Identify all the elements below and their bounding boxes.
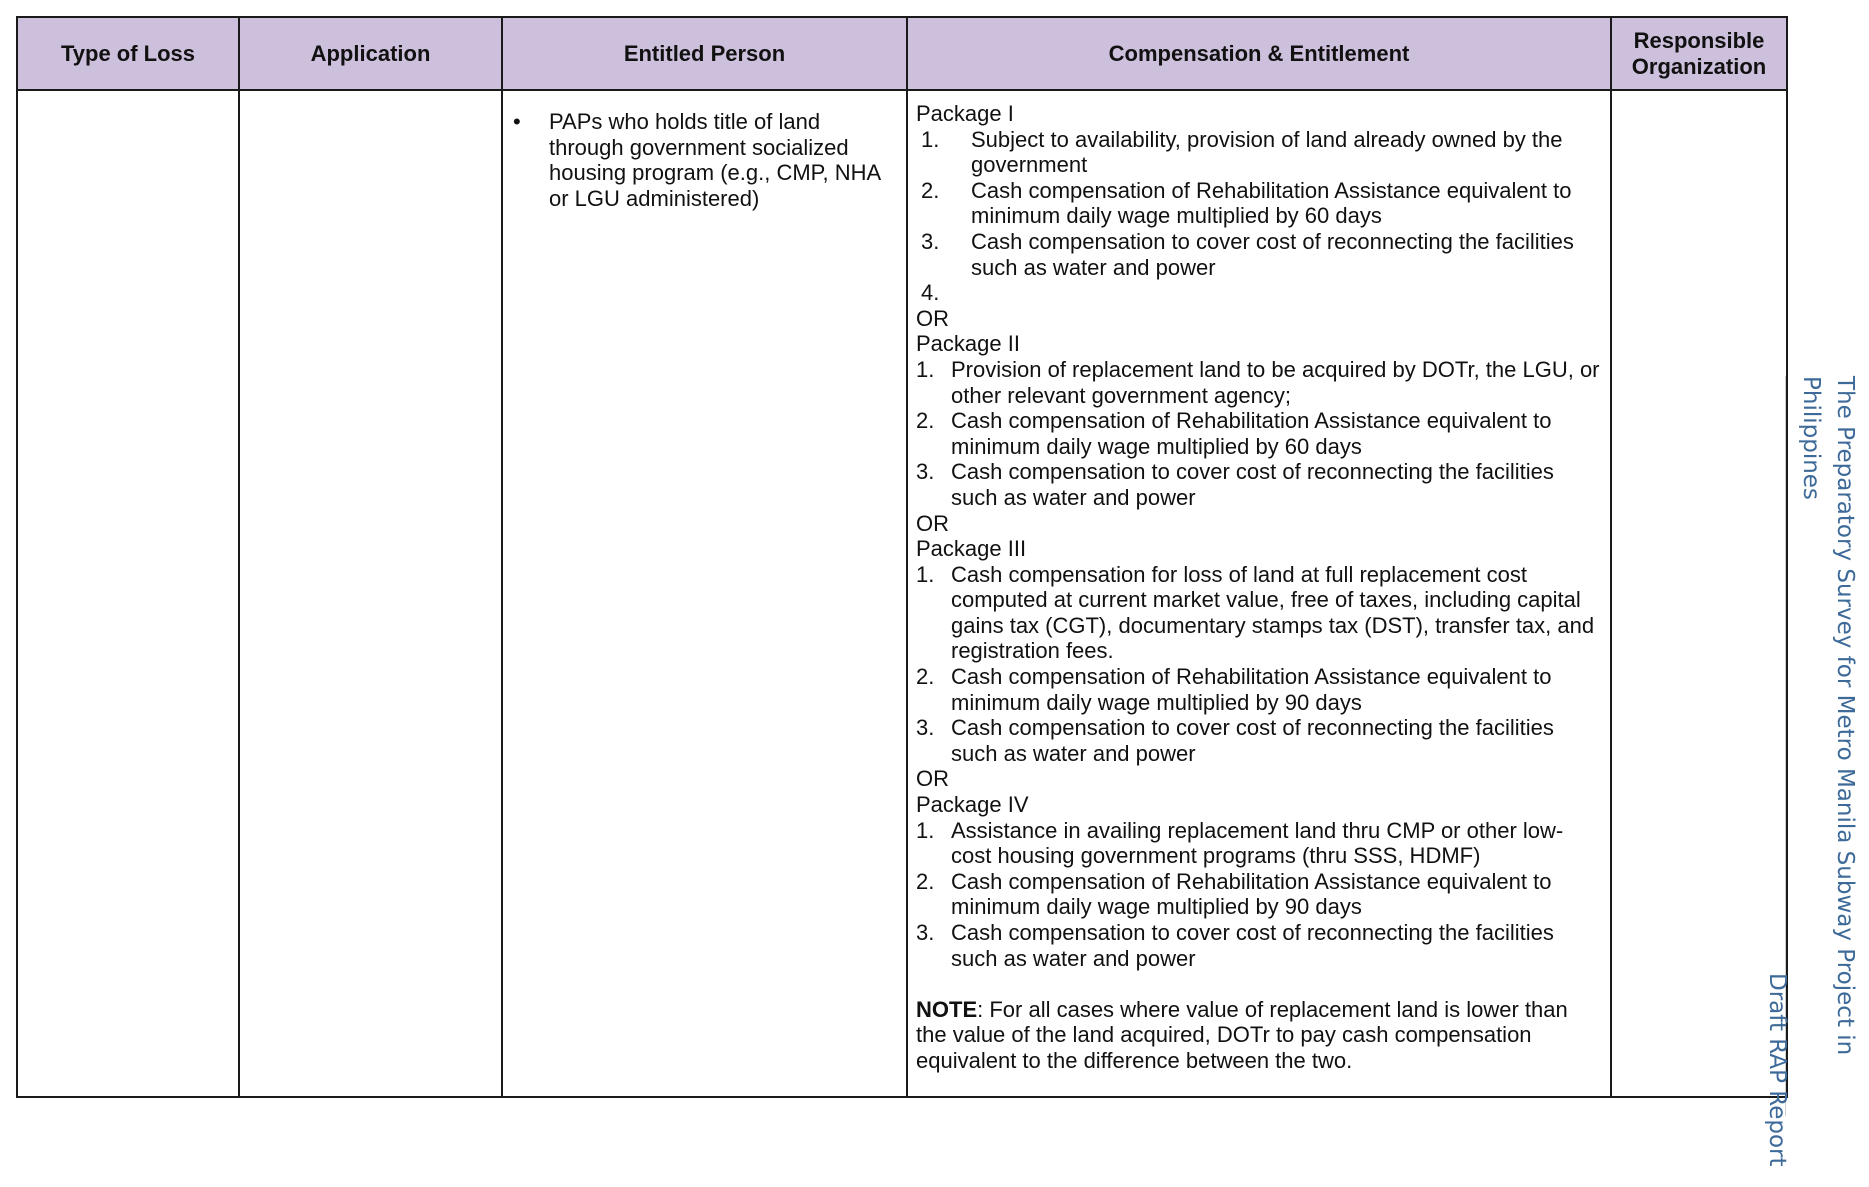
package-item: [916, 818, 1602, 869]
item-text: Cash compensation to cover cost of reconnecting the facilities such as water and power: [951, 459, 1554, 510]
item-number: 2.: [916, 868, 935, 894]
package-item: [916, 920, 1602, 971]
or-separator: OR: [916, 766, 949, 792]
cell-compensation: [907, 90, 1611, 1097]
item-number: 3.: [916, 459, 935, 485]
item-text: Cash compensation of Rehabilitation Assistance equivalent to minimum daily wage multiplied by 60 days: [951, 408, 1552, 459]
item-text: Cash compensation to cover cost of reconnecting the facilities such as water and power: [951, 920, 1554, 971]
package-item: [916, 408, 1602, 459]
item-number: 2.: [916, 408, 935, 434]
item-number: 1.: [916, 561, 935, 587]
bullet-icon: •: [513, 109, 521, 134]
item-number: 1.: [916, 356, 935, 382]
table-row: [17, 90, 1787, 1097]
cell-type-of-loss: [17, 90, 239, 1097]
package-item: [916, 127, 1602, 178]
item-number: 4.: [921, 280, 940, 306]
item-number: 3.: [916, 920, 935, 945]
package-item: [916, 178, 1602, 229]
item-text: Assistance in availing replacement land thru CMP or other low-cost housing government programs (thru SSS, HDMF): [951, 817, 1564, 869]
package-item: [916, 229, 1602, 280]
item-number: 2.: [921, 177, 940, 203]
header-entitled-person: Entitled Person: [502, 17, 907, 90]
note-paragraph: [916, 997, 1602, 1074]
package-item: [916, 869, 1602, 920]
package-item: [916, 715, 1602, 766]
or-separator: OR: [916, 305, 949, 331]
header-compensation-entitlement: Compensation & Entitlement: [907, 17, 1611, 90]
header-application: Application: [239, 17, 502, 90]
item-number: 1.: [916, 817, 935, 843]
item-text: Cash compensation of Rehabilitation Assistance equivalent to minimum daily wage multiplied by 90 days: [951, 868, 1552, 920]
item-number: 3.: [921, 228, 940, 254]
item-text: Cash compensation of Rehabilitation Assistance equivalent to minimum daily wage multiplied by 60 days: [971, 177, 1572, 229]
item-text: [971, 280, 1602, 306]
package-title: Package I: [916, 101, 1014, 126]
item-number: 2.: [916, 664, 935, 690]
note-text: : For all cases where value of replacement land is lower than the value of the land acquired, DOTr to pay cash compensation equivalent to the difference between the two.: [916, 996, 1568, 1073]
item-text: Cash compensation to cover cost of reconnecting the facilities such as water and power: [951, 715, 1554, 766]
cell-entitled-person: [502, 90, 907, 1097]
document-footer: [1764, 376, 1862, 1166]
item-text: Cash compensation of Rehabilitation Assistance equivalent to minimum daily wage multiplied by 90 days: [951, 664, 1552, 715]
item-number: 1.: [921, 126, 940, 152]
cell-application: [239, 90, 502, 1097]
package-title: Package IV: [916, 792, 1029, 818]
package-title: Package II: [916, 331, 1020, 357]
footer-line-1: The Preparatory Survey for Metro Manila Subway Project in Philippines: [1798, 376, 1858, 1056]
package-item: [916, 280, 1602, 306]
entitled-person-bullet-item: [503, 91, 906, 211]
header-responsible-organization: Responsible Organization: [1611, 17, 1787, 90]
package-item: [916, 664, 1602, 715]
package-item: [916, 459, 1602, 510]
table-header-row: [17, 17, 1787, 90]
item-text: Cash compensation for loss of land at full replacement cost computed at current market value, free of taxes, including capital gains tax (CGT), documentary stamps tax (DST), transfer tax, and registration fees.: [951, 561, 1595, 664]
package-item: [916, 357, 1602, 408]
item-text: Cash compensation to cover cost of reconnecting the facilities such as water and power: [971, 228, 1574, 280]
note-label: NOTE: [916, 996, 978, 1022]
package-title: Package III: [916, 536, 1027, 562]
header-type-of-loss: Type of Loss: [17, 17, 239, 90]
or-separator: OR: [916, 510, 949, 536]
item-text: Provision of replacement land to be acquired by DOTr, the LGU, or other relevant government agency;: [951, 356, 1600, 408]
item-number: 3.: [916, 715, 935, 741]
entitlement-matrix-table: [16, 16, 1788, 1098]
footer-line-2: Draft RAP Report: [1764, 972, 1790, 1166]
item-text: Subject to availability, provision of land already owned by the government: [971, 126, 1563, 178]
entitled-person-text: PAPs who holds title of land through government socialized housing program (e.g., CMP, NHA or LGU administered): [549, 109, 880, 211]
package-item: [916, 562, 1602, 664]
